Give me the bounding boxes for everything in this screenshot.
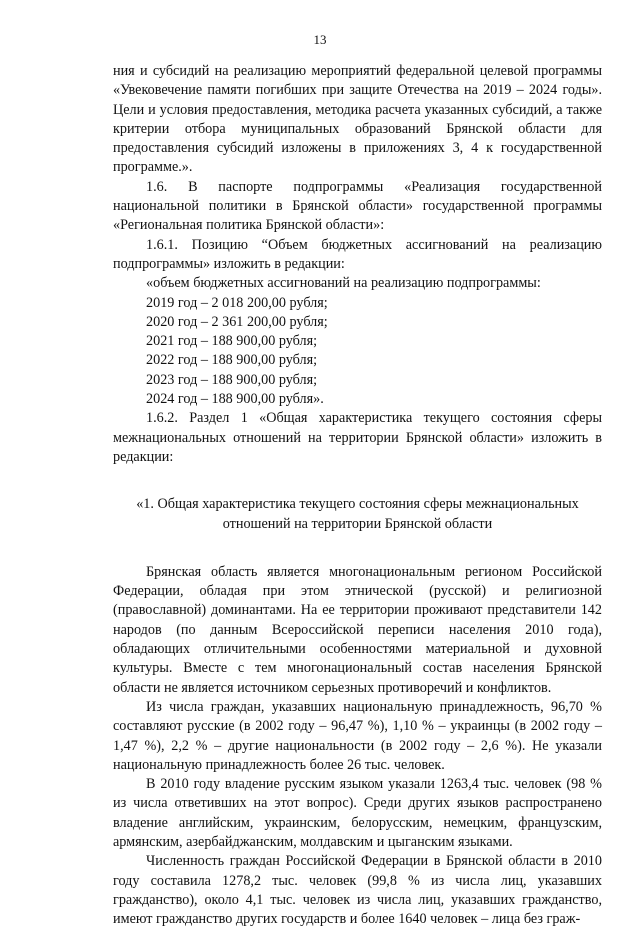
budget-line: 2024 год – 188 900,00 рубля». [146, 391, 324, 408]
paragraph-citizenship: Численность граждан Российской Федерации в Брянской области в 2010 году составила 1278,2 тыс. человек (99,8 % из числа лиц, указавших гражданство), около 4,1 тыс. человек из числа лиц, указавших гражданство, имеют гражданство других государств и более 1640 человек – лица без граж- [113, 853, 602, 928]
document-body [113, 62, 602, 929]
budget-line: 2023 год – 188 900,00 рубля; [146, 371, 318, 388]
paragraph-language: В 2010 году владение русским языком указали 1263,4 тыс. человек (98 % из числа ответивших на этот вопрос). Среди других языков распространено владение английским, украинским, белорусским, немецким, французским, армянским, азербайджанским, молдавским и цыганским языками. [113, 776, 602, 850]
paragraph-region: Брянская область является многонациональным регионом Российской Федерации, обладая при этом этнической (русской) и религиозной (православной) доминантами. На ее территории проживают представители 142 народов (по данным Всероссийской переписи населения 2010 года), обладающих отличительными особенностями материальной и духовной культуры. Вместе с тем многонациональный состав населения Брянской области не является источником серьезных противоречий и конфликтов. [113, 563, 602, 696]
budget-line: 2020 год – 2 361 200,00 рубля; [146, 313, 328, 330]
paragraph-nationality: Из числа граждан, указавших национальную принадлежность, 96,70 % составляют русские (в 2002 году – 96,47 %), 1,10 % – украинцы (в 2002 году – 1,47 %), 2,2 % – другие национальности (в 2002 году – 2,6 %). Не указали национальную принадлежность более 26 тыс. человек. [113, 698, 602, 773]
budget-quote-intro: «объем бюджетных ассигнований на реализацию подпрограммы: [146, 275, 541, 292]
budget-line: 2022 год – 188 900,00 рубля; [146, 352, 318, 369]
paragraph-1-6-1: 1.6.1. Позицию “Объем бюджетных ассигнований на реализацию подпрограммы» изложить в редакции: [113, 236, 602, 272]
budget-line: 2021 год – 188 900,00 рубля; [146, 333, 318, 350]
paragraph-1-6-2: 1.6.2. Раздел 1 «Общая характеристика текущего состояния сферы межнациональных отношений на территории Брянской области» изложить в редакции: [113, 410, 602, 465]
paragraph-1-6: 1.6. В паспорте подпрограммы «Реализация государственной национальной политики в Брянской области» государственной программы «Региональная политика Брянской области»: [113, 178, 602, 234]
page-number: 13 [313, 32, 327, 47]
section-heading: «1. Общая характеристика текущего состояния сферы межнациональных отношений на территории Брянской области [136, 496, 579, 532]
budget-line: 2019 год – 2 018 200,00 рубля; [146, 294, 328, 311]
paragraph-continuation: ния и субсидий на реализацию мероприятий федеральной целевой программы «Увековечение памяти погибших при защите Отечества на 2019 – 2024 годы». Цели и условия предоставления, методика расчета указанных субсидий, а также критерии отбора муниципальных образований Брянской области для предоставления субсидий изложены в приложениях 3, 4 к государственной программе.». [113, 63, 602, 176]
